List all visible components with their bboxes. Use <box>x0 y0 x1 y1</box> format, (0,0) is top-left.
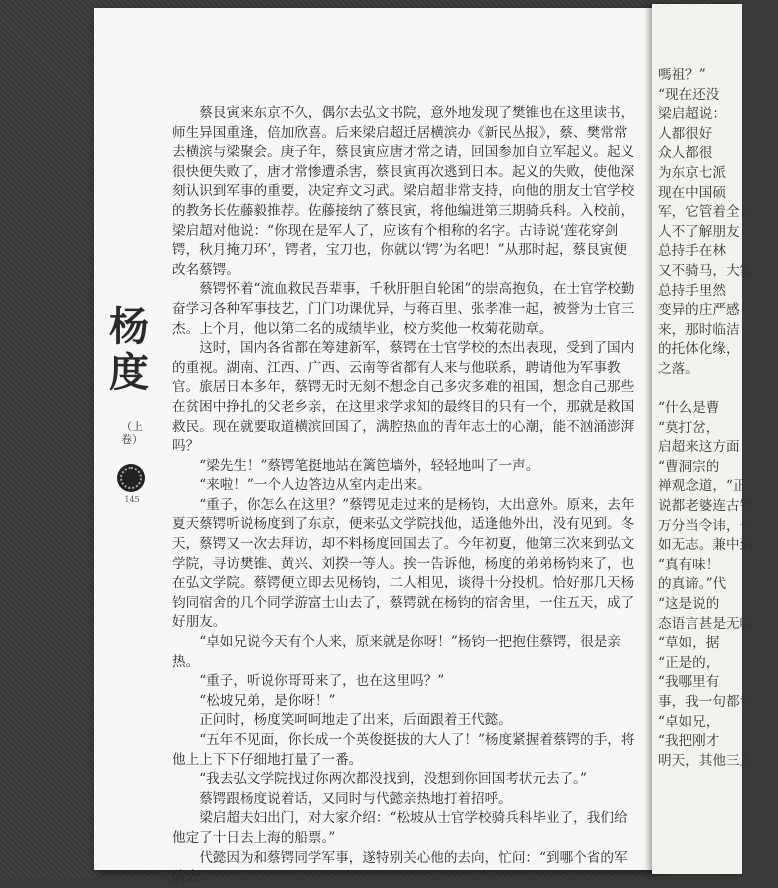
paragraph: “重子，你怎么在这里？”蔡锷见走过来的是杨钧，大出意外。原来，去年夏天蔡锷听说杨度到了东京，便来弘文学院找他，适逢他外出，没有见到。冬天，蔡锷又一次去拜访，却不料杨度回国去了。今年初夏，他第三次来到弘文学院，寻访樊锥、黄兴、刘揆一等人。挨一告诉他，杨度的弟弟杨钧来了，也在弘文学院。蔡锷便立即去见杨钧，二人相见，谈得十分投机。恰好那几天杨钧同宿舍的几个同学游富士山去了，蔡锷就在杨钧的宿舍里，一住五天，成了好朋友。 <box>172 496 635 631</box>
next-page-line: 嗎祖？” <box>658 67 706 83</box>
next-page-line: 变异的庄严感 <box>658 302 740 319</box>
next-page-line: 来，那时临洁 <box>658 321 740 338</box>
next-page-line: 如无志。兼中到 <box>658 537 754 554</box>
next-page-line: 启超来这方面 <box>658 439 740 456</box>
page-number: 145 <box>124 495 140 504</box>
next-page-line: 总持手里然 <box>658 282 726 299</box>
next-page-line: “曹洞宗的 <box>658 458 720 475</box>
title-char: 度 <box>109 349 149 396</box>
paragraph: “来啦！”一个人边答边从室内走出来。 <box>199 477 431 494</box>
paragraph: 梁启超夫妇出门，对大家介绍：“松坡从士官学校骑兵科毕业了，我们给他定了十日去上海的船票。” <box>172 810 628 846</box>
paragraph: “卓如兄说今天有个人来，原来就是你呀！”杨钧一把抱住蔡锷，很是亲热。 <box>172 634 621 670</box>
paragraph: “梁先生！”蔡锷笔挺地站在篱笆墙外，轻轻地叫了一声。 <box>199 457 540 474</box>
next-page-line: “这是说的 <box>658 596 720 613</box>
next-page-line: 万分当令讳，也 <box>658 517 754 534</box>
next-page-line: “莫打岔， <box>658 419 720 436</box>
paragraph: 蔡艮寅来东京不久，偶尔去弘文书院，意外地发现了樊锥也在这里读书，师生异国重逢，倍加欣喜。后来梁启超迁居横滨办《新民丛报》，蔡、樊常常去横滨与梁聚会。庚子年，蔡艮寅应唐才常之请，回国参加自立军起义。起义很快便失败了，唐才常惨遭杀害，蔡艮寅再次逃到日本。起义的失败，使他深刻认识到军事的重要，决定弃文习武。梁启超非常支持，向他的朋友士官学校的教务长佐藤毅推荐。佐藤接纳了蔡艮寅，将他编进第三期骑兵科。入校前，梁启超对他说：“你现在是军人了，应该有个相称的名字。古诗说‘莲花穿剑锷，秋月掩刀环’，锷者，宝刀也，你就以‘锷’为名吧！”从那时起，蔡艮寅便改名蔡锷。 <box>172 105 635 278</box>
book-title-vertical <box>109 304 149 396</box>
next-page-line: “正是的， <box>658 654 720 671</box>
next-page-line: “真有味！ <box>658 556 720 573</box>
next-page-line: 之落。 <box>658 360 699 377</box>
paragraph: “我去弘文学院找过你两次都没找到，没想到你回国考状元去了。” <box>199 771 587 788</box>
next-page-line: “草如，据 <box>658 635 720 652</box>
next-page-line: 人都很好 <box>658 125 713 142</box>
next-page-line: “什么是曹 <box>658 400 720 417</box>
next-page-line: “我把刚才 <box>658 733 720 750</box>
next-page-line: 梁启超说： <box>658 106 726 123</box>
next-page-line: 的真谛。”代 <box>658 576 727 593</box>
next-page-line: “现在还没 <box>658 86 720 103</box>
next-page-edge <box>652 4 754 874</box>
paragraph: 正问时，杨度笑呵呵地走了出来，后面跟着王代懿。 <box>199 712 512 729</box>
next-page-line: 态语言甚是无味 <box>658 615 754 632</box>
next-page-text <box>658 66 778 771</box>
book-page <box>94 8 660 886</box>
next-page-line <box>658 380 778 400</box>
body-text <box>172 104 640 888</box>
next-page-line: 众人都很 <box>658 145 713 162</box>
seal-icon <box>117 464 145 492</box>
paragraph: 蔡锷怀着“流血救民吾辈事，千秋肝胆自轮囷”的崇高抱负，在士官学校勤奋学习各种军事技艺，门门功课优异，与蒋百里、张孝准一起，被誉为士官三杰。上个月，他以第二名的成绩毕业，校方奖他一枚菊花勋章。 <box>172 281 635 337</box>
next-page-line: 又不骑马，大家 <box>658 262 754 279</box>
next-page-line: 为东京七派 <box>658 164 726 181</box>
paragraph: 代懿因为和蔡锷同学军事，遂特别关心他的去向，忙问：“到哪个省的军队去 <box>172 849 628 886</box>
volume-label: （上卷） <box>121 420 143 446</box>
paragraph: “重子，听说你哥哥来了，也在这里吗？” <box>199 673 445 690</box>
next-page-line: 事，我一句都背 <box>658 694 754 710</box>
next-page-line: “我哪里有 <box>658 674 720 691</box>
next-page-line: 军，它管着全日 <box>658 204 754 221</box>
paragraph: 蔡锷跟杨度说着话，又同时与代懿亲热地打着招呼。 <box>199 790 512 807</box>
next-page-line: 的托体化缘， <box>658 341 740 358</box>
paragraph: “五年不见面，你长成一个英俊挺拔的大人了！”杨度紧握着蔡锷的手，将他上上下下仔细地打量了一番。 <box>172 732 635 768</box>
paragraph: 这时，国内各省都在筹建新军，蔡锷在士官学校的杰出表现，受到了国内的重视。湖南、江西、广西、云南等省都有人来与他联系，聘请他为军事教官。旅居日本多年，蔡锷无时无刻不想念自己多灾多难的祖国，想念自己那些在贫困中挣扎的父老乡亲，在这里求学求知的最终目的只有一个，那就是救国救民。现在就要取道横滨回国了，满腔热血的青年志士的心潮，能不汹涌澎湃吗？ <box>172 340 635 455</box>
next-page-line: 明天，其他三人 <box>658 752 754 769</box>
next-page-line: 说都老婆连古钱 <box>658 498 754 515</box>
next-page-line: 总持手在林 <box>658 243 726 260</box>
next-page-line: “卓如兄， <box>658 713 720 730</box>
next-page-line: 禅观念道，“正 <box>658 478 747 495</box>
next-page-line: 现在中国硕 <box>658 184 726 201</box>
title-char: 杨 <box>109 303 149 350</box>
next-page-line: 人不了解朋友 <box>658 223 740 240</box>
paragraph: “松坡兄弟，是你呀！” <box>199 692 336 709</box>
